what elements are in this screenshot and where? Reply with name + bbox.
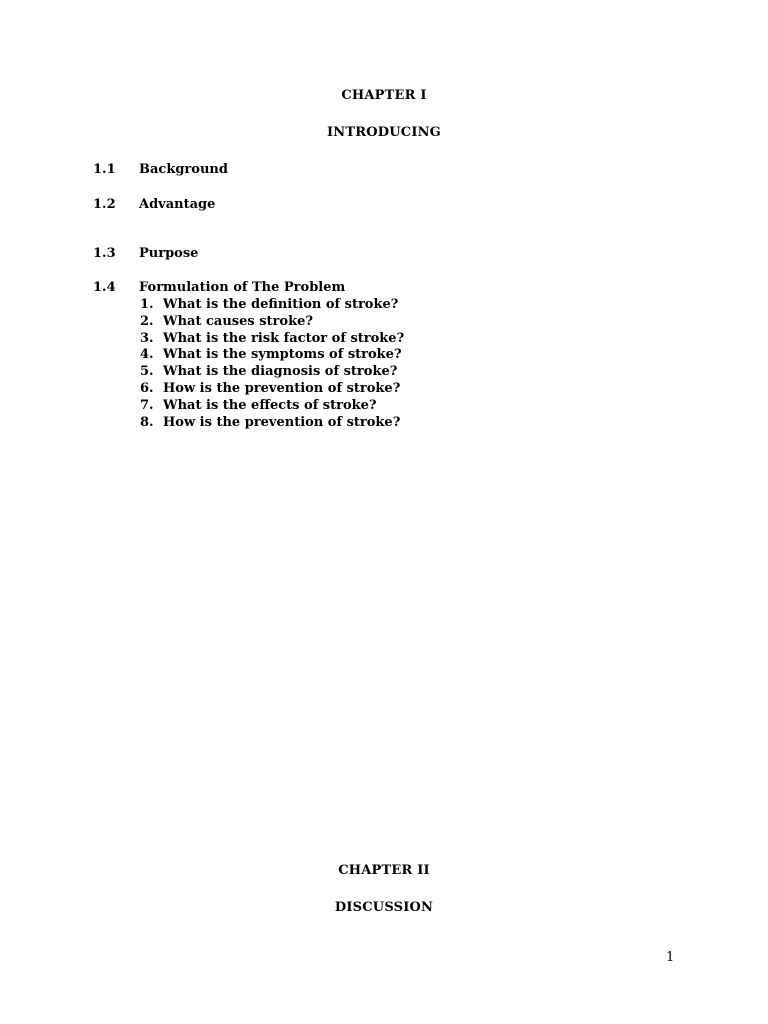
- list-item: [140, 347, 404, 364]
- list-item: [140, 314, 404, 331]
- question-number: 2.: [140, 313, 154, 329]
- section-title: Formulation of The Problem: [139, 280, 346, 295]
- question-number: 5.: [140, 364, 154, 380]
- section-1-3: [93, 246, 198, 262]
- question-number: 8.: [140, 414, 154, 430]
- question-text: What is the effects of stroke?: [163, 397, 377, 413]
- section-number: 1.3: [93, 246, 116, 261]
- section-title: Background: [139, 162, 228, 177]
- list-item: [140, 364, 404, 381]
- question-text: What is the symptoms of stroke?: [163, 347, 402, 363]
- list-item: [140, 331, 404, 348]
- question-number: 7.: [140, 397, 154, 413]
- list-item: [140, 381, 404, 398]
- chapter-2-title: CHAPTER II: [338, 863, 430, 878]
- question-text: How is the prevention of stroke?: [163, 380, 401, 396]
- section-1-4: [93, 280, 345, 296]
- list-item: [140, 297, 404, 314]
- problem-question-list: [140, 297, 404, 431]
- question-number: 6.: [140, 380, 154, 396]
- chapter-1-subtitle: INTRODUCING: [327, 125, 441, 140]
- question-number: 4.: [140, 347, 154, 363]
- question-text: What is the risk factor of stroke?: [163, 330, 405, 346]
- question-text: How is the prevention of stroke?: [163, 414, 401, 430]
- question-text: What is the diagnosis of stroke?: [163, 364, 398, 380]
- page-number: 1: [666, 950, 675, 965]
- section-title: Purpose: [139, 246, 199, 261]
- section-1-2: [93, 197, 215, 213]
- section-number: 1.2: [93, 197, 116, 212]
- section-1-1: [93, 162, 228, 178]
- question-number: 3.: [140, 330, 154, 346]
- list-item: [140, 415, 404, 432]
- list-item: [140, 398, 404, 415]
- section-number: 1.4: [93, 280, 116, 295]
- question-text: What causes stroke?: [163, 313, 313, 329]
- question-number: 1.: [140, 297, 154, 312]
- section-title: Advantage: [139, 197, 216, 212]
- question-text: What is the definition of stroke?: [163, 297, 399, 312]
- section-number: 1.1: [93, 162, 116, 177]
- chapter-2-subtitle: DISCUSSION: [334, 900, 434, 915]
- chapter-1-title: CHAPTER I: [341, 88, 427, 103]
